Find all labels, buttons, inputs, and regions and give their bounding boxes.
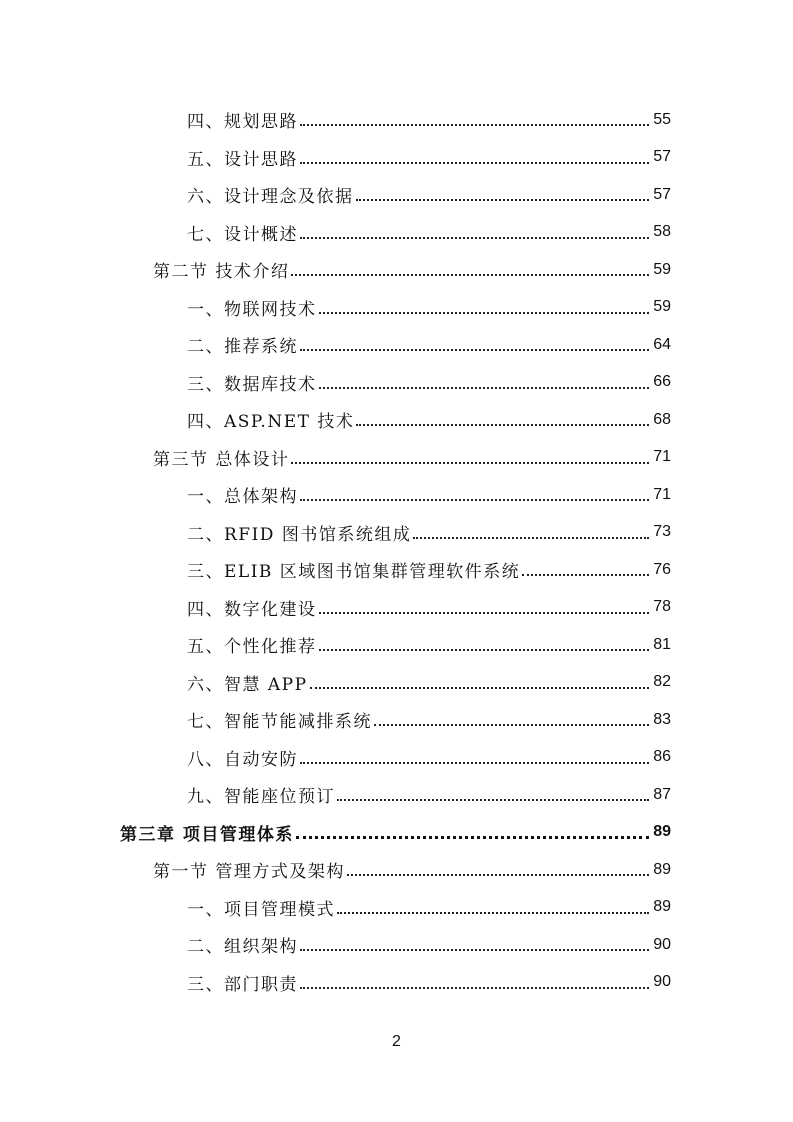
toc-subsection-entry[interactable]	[0, 739, 671, 777]
dot-leader	[356, 198, 650, 201]
dot-leader	[310, 686, 650, 689]
dot-leader	[300, 348, 649, 351]
toc-entry-label: 六、设计理念及依据	[187, 187, 354, 208]
toc-subsection-entry[interactable]	[0, 926, 671, 964]
dot-leader	[522, 573, 649, 576]
toc-entry-label: 第一节 管理方式及架构	[153, 862, 345, 883]
dot-leader	[300, 948, 649, 951]
toc-entry-label: 四、规划思路	[187, 112, 298, 133]
dot-leader	[319, 611, 650, 614]
toc-section-entry[interactable]	[0, 439, 671, 477]
toc-entry-page: 90	[653, 935, 671, 953]
toc-entry-label: 五、设计思路	[187, 149, 298, 170]
dot-leader	[300, 761, 649, 764]
dot-leader	[337, 798, 649, 801]
toc-entry-label: 三、ELIB 区域图书馆集群管理软件系统	[187, 562, 521, 583]
toc-entry-page: 71	[653, 448, 671, 466]
toc-subsection-entry[interactable]	[0, 176, 671, 214]
toc-entry-label: 一、物联网技术	[187, 299, 317, 320]
toc-entry-page: 57	[653, 185, 671, 203]
toc-entry-label: 三、部门职责	[187, 974, 298, 995]
dot-leader	[300, 123, 649, 126]
toc-entry-page: 57	[653, 148, 671, 166]
toc-entry-page: 86	[653, 748, 671, 766]
toc-subsection-entry[interactable]	[0, 964, 671, 1002]
toc-entry-page: 59	[653, 260, 671, 278]
toc-entry-page: 71	[653, 485, 671, 503]
toc-entry-page: 82	[653, 673, 671, 691]
toc-entry-label: 一、总体架构	[187, 487, 298, 508]
toc-subsection-entry[interactable]	[0, 589, 671, 627]
toc-entry-page: 89	[653, 898, 671, 916]
page-number: 2	[392, 1033, 401, 1050]
toc-entry-label: 二、组织架构	[187, 937, 298, 958]
dot-leader	[337, 911, 649, 914]
toc-subsection-entry[interactable]	[0, 626, 671, 664]
toc-subsection-entry[interactable]	[0, 776, 671, 814]
dot-leader	[296, 835, 649, 839]
dot-leader	[291, 461, 649, 464]
toc-subsection-entry[interactable]	[0, 401, 671, 439]
toc-entry-label: 八、自动安防	[187, 749, 298, 770]
toc-entry-page: 64	[653, 335, 671, 353]
toc-subsection-entry[interactable]	[0, 551, 671, 589]
toc-subsection-entry[interactable]	[0, 214, 671, 252]
dot-leader	[300, 986, 649, 989]
toc-entry-label: 二、推荐系统	[187, 337, 298, 358]
toc-entry-page: 89	[653, 860, 671, 878]
toc-chapter-entry[interactable]	[0, 814, 671, 852]
toc-entry-label: 二、RFID 图书馆系统组成	[187, 524, 412, 545]
toc-section-entry[interactable]	[0, 251, 671, 289]
toc-entry-label: 七、智能节能减排系统	[187, 712, 372, 733]
dot-leader	[413, 536, 649, 539]
toc-section-entry[interactable]	[0, 851, 671, 889]
toc-entry-page: 81	[653, 635, 671, 653]
toc-entry-label: 第二节 技术介绍	[153, 262, 290, 283]
toc-subsection-entry[interactable]	[0, 514, 671, 552]
toc-entry-label: 四、数字化建设	[187, 599, 317, 620]
toc-subsection-entry[interactable]	[0, 476, 671, 514]
toc-entry-page: 68	[653, 410, 671, 428]
toc-subsection-entry[interactable]	[0, 664, 671, 702]
toc-entry-page: 90	[653, 973, 671, 991]
dot-leader	[374, 723, 649, 726]
dot-leader	[291, 273, 649, 276]
toc-entry-page: 58	[653, 223, 671, 241]
dot-leader	[300, 161, 649, 164]
dot-leader	[319, 311, 650, 314]
toc-entry-page: 73	[653, 523, 671, 541]
toc-subsection-entry[interactable]	[0, 139, 671, 177]
toc-entry-page: 78	[653, 598, 671, 616]
toc-entry-label: 三、数据库技术	[187, 374, 317, 395]
toc-entry-page: 87	[653, 785, 671, 803]
toc-subsection-entry[interactable]	[0, 326, 671, 364]
toc-subsection-entry[interactable]	[0, 101, 671, 139]
toc-entry-label: 第三章 项目管理体系	[120, 824, 294, 845]
dot-leader	[319, 386, 650, 389]
toc-entry-page: 59	[653, 298, 671, 316]
toc-entry-page: 89	[653, 823, 671, 841]
toc-entry-label: 九、智能座位预订	[187, 787, 335, 808]
toc-entry-label: 七、设计概述	[187, 224, 298, 245]
toc-entry-label: 五、个性化推荐	[187, 637, 317, 658]
dot-leader	[319, 648, 650, 651]
table-of-contents	[0, 101, 793, 1001]
toc-subsection-entry[interactable]	[0, 364, 671, 402]
toc-entry-page: 66	[653, 373, 671, 391]
toc-entry-label: 六、智慧 APP	[187, 674, 308, 695]
toc-subsection-entry[interactable]	[0, 701, 671, 739]
toc-subsection-entry[interactable]	[0, 289, 671, 327]
toc-entry-label: 一、项目管理模式	[187, 899, 335, 920]
toc-entry-label: 第三节 总体设计	[153, 449, 290, 470]
dot-leader	[300, 236, 649, 239]
toc-entry-page: 76	[653, 560, 671, 578]
dot-leader	[347, 873, 649, 876]
toc-entry-page: 55	[653, 110, 671, 128]
toc-entry-label: 四、ASP.NET 技术	[187, 412, 355, 433]
dot-leader	[300, 498, 649, 501]
toc-subsection-entry[interactable]	[0, 889, 671, 927]
toc-entry-page: 83	[653, 710, 671, 728]
dot-leader	[356, 423, 649, 426]
